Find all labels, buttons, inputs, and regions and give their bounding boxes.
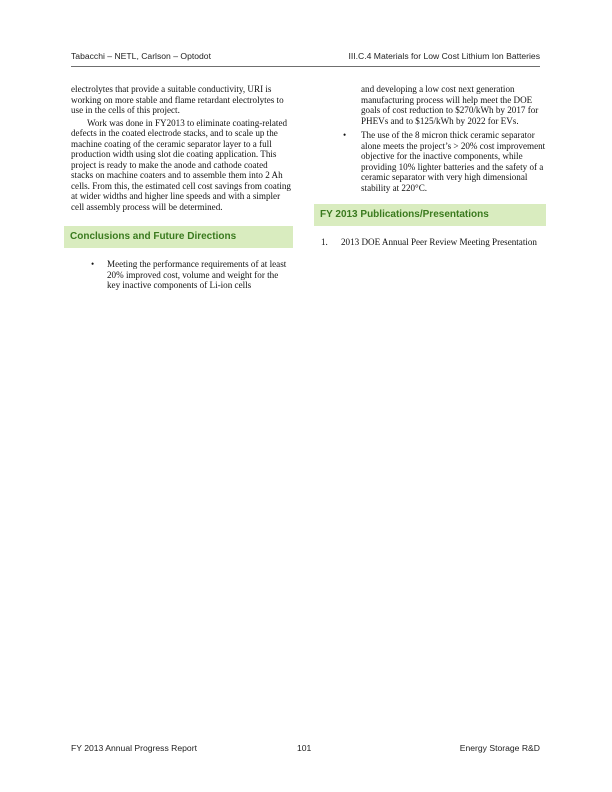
list-item (71, 259, 292, 291)
list-number: 1. (321, 237, 328, 247)
right-column (321, 84, 547, 248)
page-number: 101 (297, 743, 312, 753)
publication-text: 2013 DOE Annual Peer Review Meeting Presentation (341, 237, 537, 247)
footer-section-name: Energy Storage R&D (459, 743, 540, 753)
bullet-icon: • (343, 130, 347, 140)
left-column (71, 84, 292, 291)
section-heading-publications: FY 2013 Publications/Presentations (314, 204, 546, 226)
publications-list (321, 237, 547, 248)
list-item (321, 130, 547, 193)
footer-report-title: FY 2013 Annual Progress Report (71, 743, 197, 753)
paragraph-electrolytes: electrolytes that provide a suitable conductivity, URI is working on more stable and flame retardant electrolytes to use in the cells of this project. (71, 84, 284, 115)
section-heading-conclusions: Conclusions and Future Directions (64, 226, 293, 248)
paragraph-fy2013-work: Work was done in FY2013 to eliminate coating-related defects in the coated electrode stacks, and to scale up the machine coating of the ceramic separator layer to a full production width using slot die coating application. This project is ready to make the anode and cathode coated stacks on machine coaters and to assemble them into 2 Ah cells. From this, the estimated cell cost savings from coating at wider widths and higher line speeds and with a simpler cell assembly process will be determined. (71, 117, 291, 212)
bullet-icon: • (91, 259, 95, 269)
bullet-continuation: and developing a low cost next generation manufacturing process will help meet the DOE goals of cost reduction to $270/kWh by 2017 for PHEVs and to $125/kWh by 2022 for EVs. (361, 84, 539, 126)
running-header-right: III.C.4 Materials for Low Cost Lithium Ion Batteries (348, 51, 540, 61)
list-item (321, 237, 547, 248)
bullet-text: Meeting the performance requirements of at least 20% improved cost, volume and weight for the key inactive components of Li-ion cells (107, 259, 287, 290)
bullet-text: The use of the 8 micron thick ceramic separator alone meets the project’s > 20% cost improvement objective for the inactive components, while providing 10% lighter batteries and the safety of a ceramic separator with very high dimensional stability at 220°C. (361, 130, 546, 193)
conclusions-list (71, 259, 292, 291)
conclusions-list-continued (321, 130, 547, 193)
running-header-left: Tabacchi – NETL, Carlson – Optodot (71, 51, 211, 61)
header-divider (71, 66, 540, 67)
